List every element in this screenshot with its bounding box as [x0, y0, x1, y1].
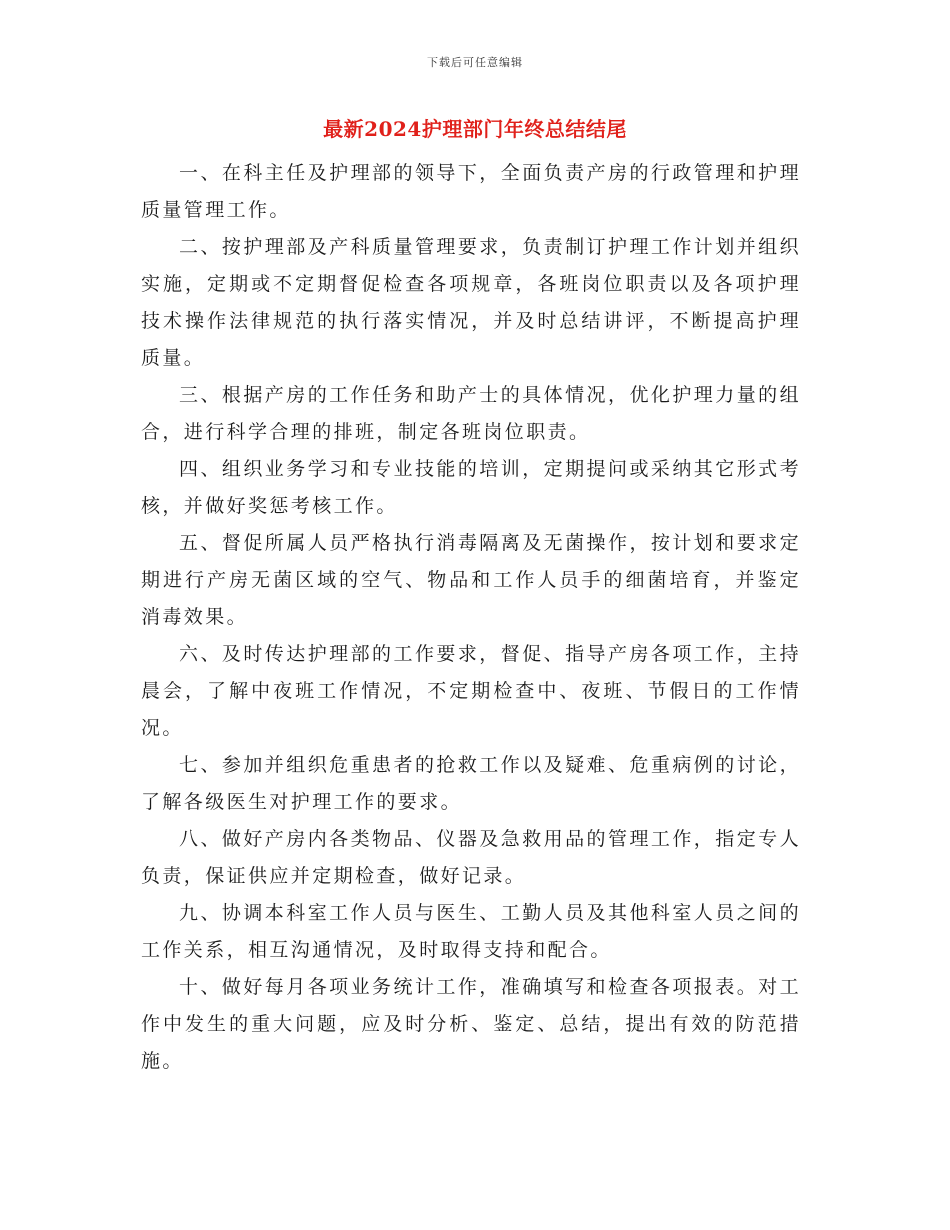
document-body [141, 155, 801, 1080]
paragraph-8: 八、做好产房内各类物品、仪器及急救用品的管理工作，指定专人负责，保证供应并定期检查，做好记录。 [141, 828, 801, 887]
paragraph-7: 七、参加并组织危重患者的抢救工作以及疑难、危重病例的讨论，了解各级医生对护理工作的要求。 [141, 754, 801, 813]
paragraph-9: 九、协调本科室工作人员与医生、工勤人员及其他科室人员之间的工作关系，相互沟通情况，及时取得支持和配合。 [141, 902, 801, 961]
page-header-note: 下载后可任意编辑 [427, 56, 523, 69]
document-title: 最新2024护理部门年终总结结尾 [323, 117, 627, 141]
paragraph-1: 一、在科主任及护理部的领导下，全面负责产房的行政管理和护理质量管理工作。 [141, 162, 801, 221]
paragraph-10: 十、做好每月各项业务统计工作，准确填写和检查各项报表。对工作中发生的重大问题，应及时分析、鉴定、总结，提出有效的防范措施。 [141, 976, 801, 1072]
paragraph-6: 六、及时传达护理部的工作要求，督促、指导产房各项工作，主持晨会，了解中夜班工作情况，不定期检查中、夜班、节假日的工作情况。 [141, 643, 801, 739]
paragraph-2: 二、按护理部及产科质量管理要求，负责制订护理工作计划并组织实施，定期或不定期督促检查各项规章，各班岗位职责以及各项护理技术操作法律规范的执行落实情况，并及时总结讲评，不断提高护理质量。 [141, 236, 801, 369]
paragraph-3: 三、根据产房的工作任务和助产士的具体情况，优化护理力量的组合，进行科学合理的排班，制定各班岗位职责。 [141, 384, 801, 443]
paragraph-5: 五、督促所属人员严格执行消毒隔离及无菌操作，按计划和要求定期进行产房无菌区域的空气、物品和工作人员手的细菌培育，并鉴定消毒效果。 [141, 532, 801, 628]
paragraph-4: 四、组织业务学习和专业技能的培训，定期提问或采纳其它形式考核，并做好奖惩考核工作。 [141, 458, 801, 517]
